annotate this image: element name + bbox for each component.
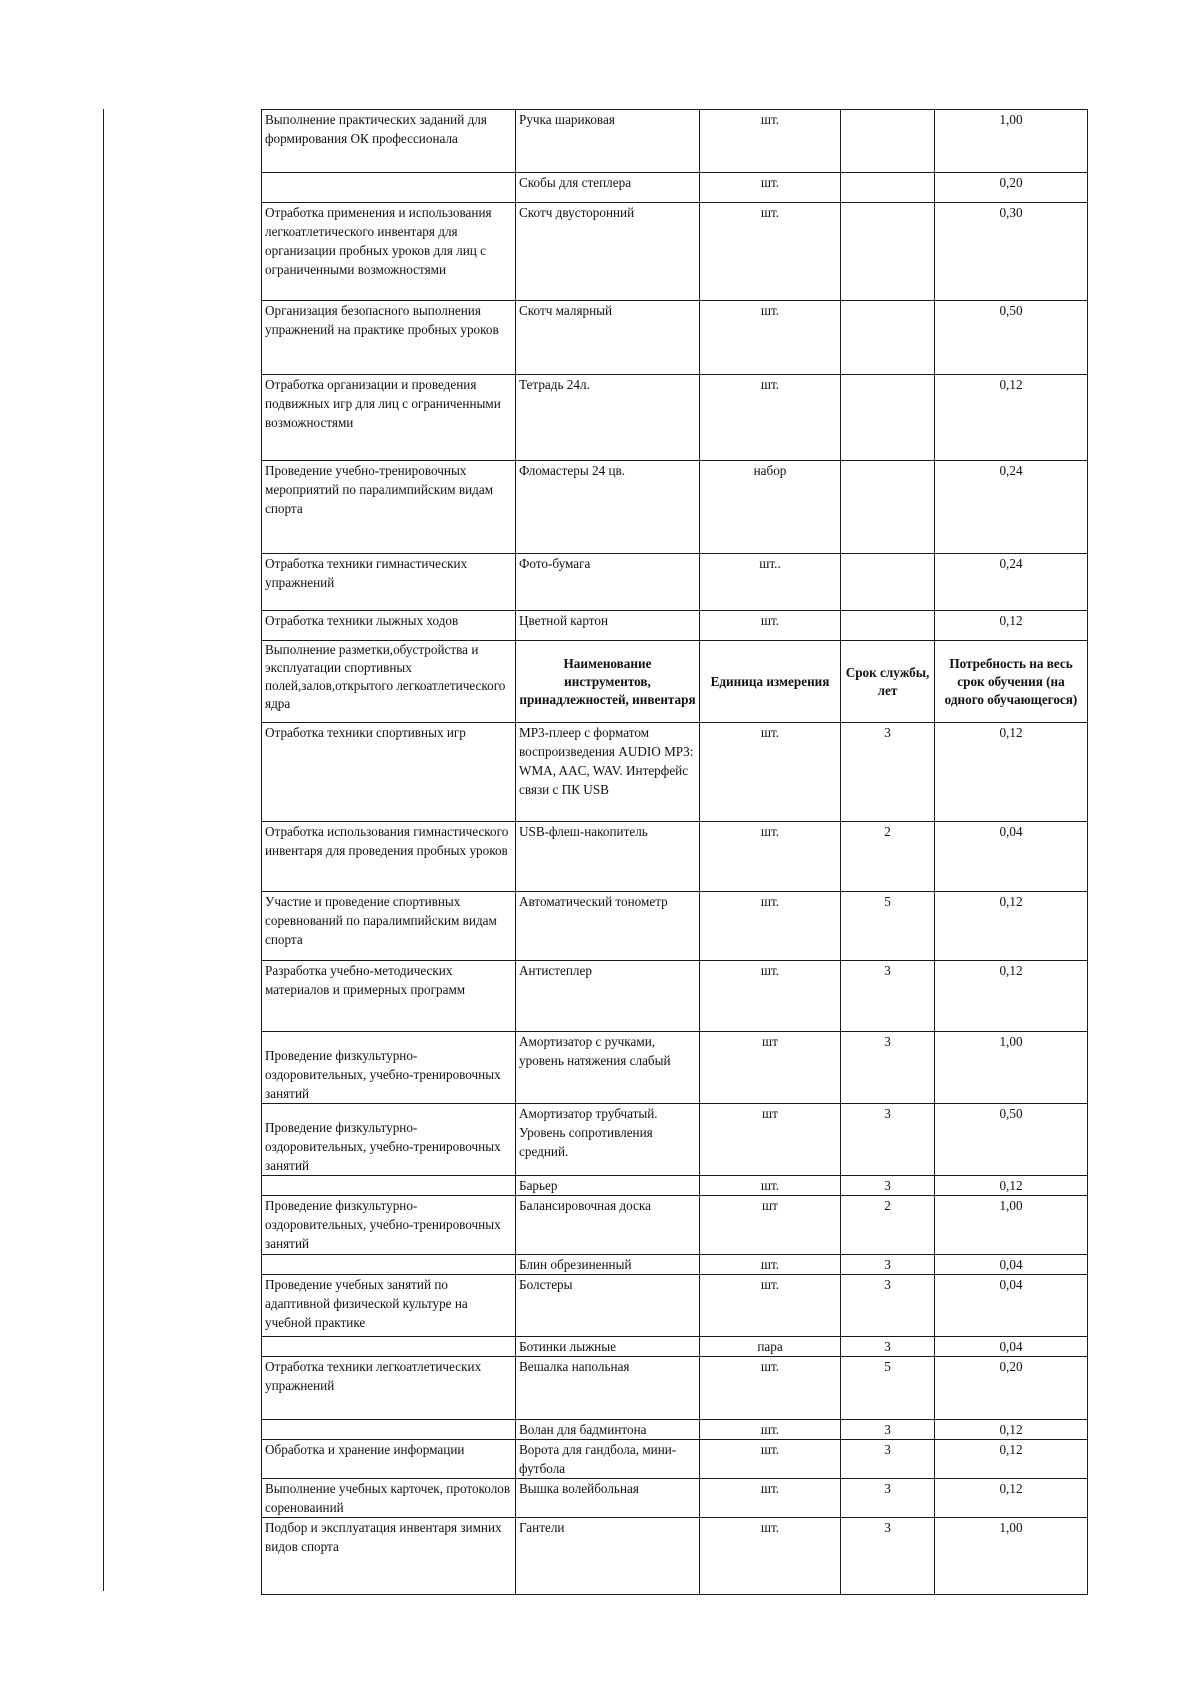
activity-cell: Отработка техники легкоатлетических упражнений (262, 1357, 516, 1420)
unit-cell: шт. (700, 611, 841, 641)
quantity-cell: 0,20 (935, 1357, 1088, 1420)
table-row (262, 723, 1088, 822)
unit-cell: шт. (700, 1420, 841, 1440)
activity-cell (262, 173, 516, 203)
item-name-cell: Автоматический тонометр (516, 892, 700, 961)
service-life-cell: 3 (841, 961, 935, 1032)
equipment-table (261, 109, 1088, 1595)
table-row (262, 611, 1088, 641)
quantity-cell: 0,12 (935, 1440, 1088, 1479)
item-name-cell: Гантели (516, 1518, 700, 1595)
column-header-name: Наименование инструментов, принадлежностей, инвентаря (516, 641, 700, 723)
table-row (262, 110, 1088, 173)
service-life-cell: 5 (841, 1357, 935, 1420)
table-row (262, 1255, 1088, 1275)
quantity-cell: 0,04 (935, 822, 1088, 892)
item-name-cell: Волан для бадминтона (516, 1420, 700, 1440)
quantity-cell: 0,12 (935, 961, 1088, 1032)
unit-cell: шт. (700, 892, 841, 961)
item-name-cell: Ворота для гандбола, мини-футбола (516, 1440, 700, 1479)
activity-cell: Проведение физкультурно-оздоровительных, учебно-тренировочных занятий (262, 1196, 516, 1255)
service-life-cell: 3 (841, 1337, 935, 1357)
activity-cell: Обработка и хранение информации (262, 1440, 516, 1479)
activity-cell (262, 1176, 516, 1196)
activity-cell (262, 1337, 516, 1357)
activity-cell: Разработка учебно-методических материалов и примерных программ (262, 961, 516, 1032)
activity-cell: Подбор и эксплуатация инвентаря зимних видов спорта (262, 1518, 516, 1595)
quantity-cell: 1,00 (935, 110, 1088, 173)
service-life-cell: 2 (841, 1196, 935, 1255)
unit-cell: шт. (700, 1440, 841, 1479)
service-life-cell (841, 461, 935, 554)
item-name-cell: Болстеры (516, 1275, 700, 1337)
service-life-cell: 3 (841, 1479, 935, 1518)
service-life-cell: 3 (841, 1255, 935, 1275)
item-name-cell: Амортизатор трубчатый. Уровень сопротивления средний. (516, 1104, 700, 1176)
unit-cell: шт. (700, 1176, 841, 1196)
item-name-cell: Фломастеры 24 цв. (516, 461, 700, 554)
column-header-life: Срок службы, лет (841, 641, 935, 723)
unit-cell: шт. (700, 723, 841, 822)
activity-cell: Отработка применения и использования легкоатлетического инвентаря для организации пробных уроков для лиц с ограниченными возможностями (262, 203, 516, 301)
table-row (262, 1479, 1088, 1518)
unit-cell: шт (700, 1032, 841, 1104)
service-life-cell: 3 (841, 1518, 935, 1595)
item-name-cell: Тетрадь 24л. (516, 375, 700, 461)
item-name-cell: МР3-плеер с форматом воспроизведения AUDIO MP3: WMA, AAC, WAV. Интерфейс связи с ПК USB (516, 723, 700, 822)
activity-cell (262, 1420, 516, 1440)
item-name-cell: Вешалка напольная (516, 1357, 700, 1420)
activity-cell: Участие и проведение спортивных соревнований по паралимпийским видам спорта (262, 892, 516, 961)
quantity-cell: 0,12 (935, 375, 1088, 461)
service-life-cell: 3 (841, 1176, 935, 1196)
service-life-cell (841, 375, 935, 461)
quantity-cell: 1,00 (935, 1032, 1088, 1104)
item-name-cell: Барьер (516, 1176, 700, 1196)
table-row (262, 1440, 1088, 1479)
activity-cell: Проведение физкультурно-оздоровительных, учебно-тренировочных занятий (262, 1032, 516, 1104)
table-row (262, 892, 1088, 961)
unit-cell: шт. (700, 203, 841, 301)
table-row (262, 822, 1088, 892)
quantity-cell: 0,04 (935, 1275, 1088, 1337)
item-name-cell: Вышка волейбольная (516, 1479, 700, 1518)
unit-cell: шт. (700, 301, 841, 375)
activity-cell: Проведение учебных занятий по адаптивной физической культуре на учебной практике (262, 1275, 516, 1337)
table-row (262, 1337, 1088, 1357)
unit-cell: шт. (700, 1255, 841, 1275)
service-life-cell (841, 110, 935, 173)
activity-cell: Отработка техники спортивных игр (262, 723, 516, 822)
item-name-cell: Амортизатор с ручками, уровень натяжения слабый (516, 1032, 700, 1104)
quantity-cell: 0,24 (935, 554, 1088, 611)
service-life-cell (841, 301, 935, 375)
activity-cell: Отработка использования гимнастического инвентаря для проведения пробных уроков (262, 822, 516, 892)
activity-cell: Организация безопасного выполнения упражнений на практике пробных уроков (262, 301, 516, 375)
table-row (262, 1420, 1088, 1440)
activity-cell: Выполнение разметки,обустройства и эксплуатации спортивных полей,залов,открытого легкоатлетического ядра (262, 641, 516, 723)
unit-cell: шт. (700, 961, 841, 1032)
quantity-cell: 0,04 (935, 1255, 1088, 1275)
quantity-cell: 0,20 (935, 173, 1088, 203)
table-row (262, 203, 1088, 301)
item-name-cell: USB-флеш-накопитель (516, 822, 700, 892)
quantity-cell: 0,04 (935, 1337, 1088, 1357)
quantity-cell: 0,12 (935, 1479, 1088, 1518)
unit-cell: шт. (700, 1518, 841, 1595)
quantity-cell: 0,30 (935, 203, 1088, 301)
table-row (262, 554, 1088, 611)
unit-cell: набор (700, 461, 841, 554)
table-row (262, 301, 1088, 375)
table-row (262, 375, 1088, 461)
item-name-cell: Ручка шариковая (516, 110, 700, 173)
unit-cell: пара (700, 1337, 841, 1357)
quantity-cell: 0,12 (935, 611, 1088, 641)
service-life-cell: 3 (841, 1420, 935, 1440)
table-row (262, 1357, 1088, 1420)
unit-cell: шт. (700, 1357, 841, 1420)
item-name-cell: Скобы для степлера (516, 173, 700, 203)
unit-cell: шт. (700, 173, 841, 203)
column-header-unit: Единица измерения (700, 641, 841, 723)
table-row (262, 1176, 1088, 1196)
table-row (262, 1196, 1088, 1255)
table-row (262, 961, 1088, 1032)
table-row (262, 1518, 1088, 1595)
item-name-cell: Балансировочная доска (516, 1196, 700, 1255)
quantity-cell: 0,12 (935, 723, 1088, 822)
activity-cell: Отработка организации и проведения подвижных игр для лиц с ограниченными возможностями (262, 375, 516, 461)
table-row (262, 1032, 1088, 1104)
service-life-cell: 3 (841, 723, 935, 822)
item-name-cell: Скотч двусторонний (516, 203, 700, 301)
unit-cell: шт. (700, 375, 841, 461)
quantity-cell: 0,12 (935, 1420, 1088, 1440)
service-life-cell (841, 173, 935, 203)
activity-cell: Выполнение практических заданий для формирования ОК профессионала (262, 110, 516, 173)
item-name-cell: Ботинки лыжные (516, 1337, 700, 1357)
item-name-cell: Блин обрезиненный (516, 1255, 700, 1275)
table-row (262, 173, 1088, 203)
item-name-cell: Скотч малярный (516, 301, 700, 375)
service-life-cell: 5 (841, 892, 935, 961)
quantity-cell: 0,12 (935, 1176, 1088, 1196)
page-margin-line (103, 109, 104, 1591)
service-life-cell (841, 203, 935, 301)
item-name-cell: Цветной картон (516, 611, 700, 641)
unit-cell: шт.. (700, 554, 841, 611)
table-header-row (262, 641, 1088, 723)
activity-cell: Проведение физкультурно-оздоровительных, учебно-тренировочных занятий (262, 1104, 516, 1176)
unit-cell: шт. (700, 822, 841, 892)
item-name-cell: Антистеплер (516, 961, 700, 1032)
activity-cell (262, 1255, 516, 1275)
item-name-cell: Фото-бумага (516, 554, 700, 611)
service-life-cell: 3 (841, 1275, 935, 1337)
quantity-cell: 1,00 (935, 1518, 1088, 1595)
activity-cell: Отработка техники лыжных ходов (262, 611, 516, 641)
unit-cell: шт. (700, 110, 841, 173)
activity-cell: Отработка техники гимнастических упражнений (262, 554, 516, 611)
service-life-cell: 3 (841, 1440, 935, 1479)
service-life-cell (841, 611, 935, 641)
quantity-cell: 0,50 (935, 301, 1088, 375)
service-life-cell: 3 (841, 1104, 935, 1176)
unit-cell: шт (700, 1196, 841, 1255)
table-row (262, 1275, 1088, 1337)
activity-cell: Выполнение учебных карточек, протоколов сореноваиний (262, 1479, 516, 1518)
quantity-cell: 0,24 (935, 461, 1088, 554)
quantity-cell: 1,00 (935, 1196, 1088, 1255)
table-row (262, 1104, 1088, 1176)
table-row (262, 461, 1088, 554)
quantity-cell: 0,12 (935, 892, 1088, 961)
service-life-cell: 3 (841, 1032, 935, 1104)
unit-cell: шт. (700, 1275, 841, 1337)
unit-cell: шт (700, 1104, 841, 1176)
column-header-qty: Потребность на весь срок обучения (на одного обучающегося) (935, 641, 1088, 723)
quantity-cell: 0,50 (935, 1104, 1088, 1176)
activity-cell: Проведение учебно-тренировочных мероприятий по паралимпийским видам спорта (262, 461, 516, 554)
service-life-cell (841, 554, 935, 611)
service-life-cell: 2 (841, 822, 935, 892)
unit-cell: шт. (700, 1479, 841, 1518)
